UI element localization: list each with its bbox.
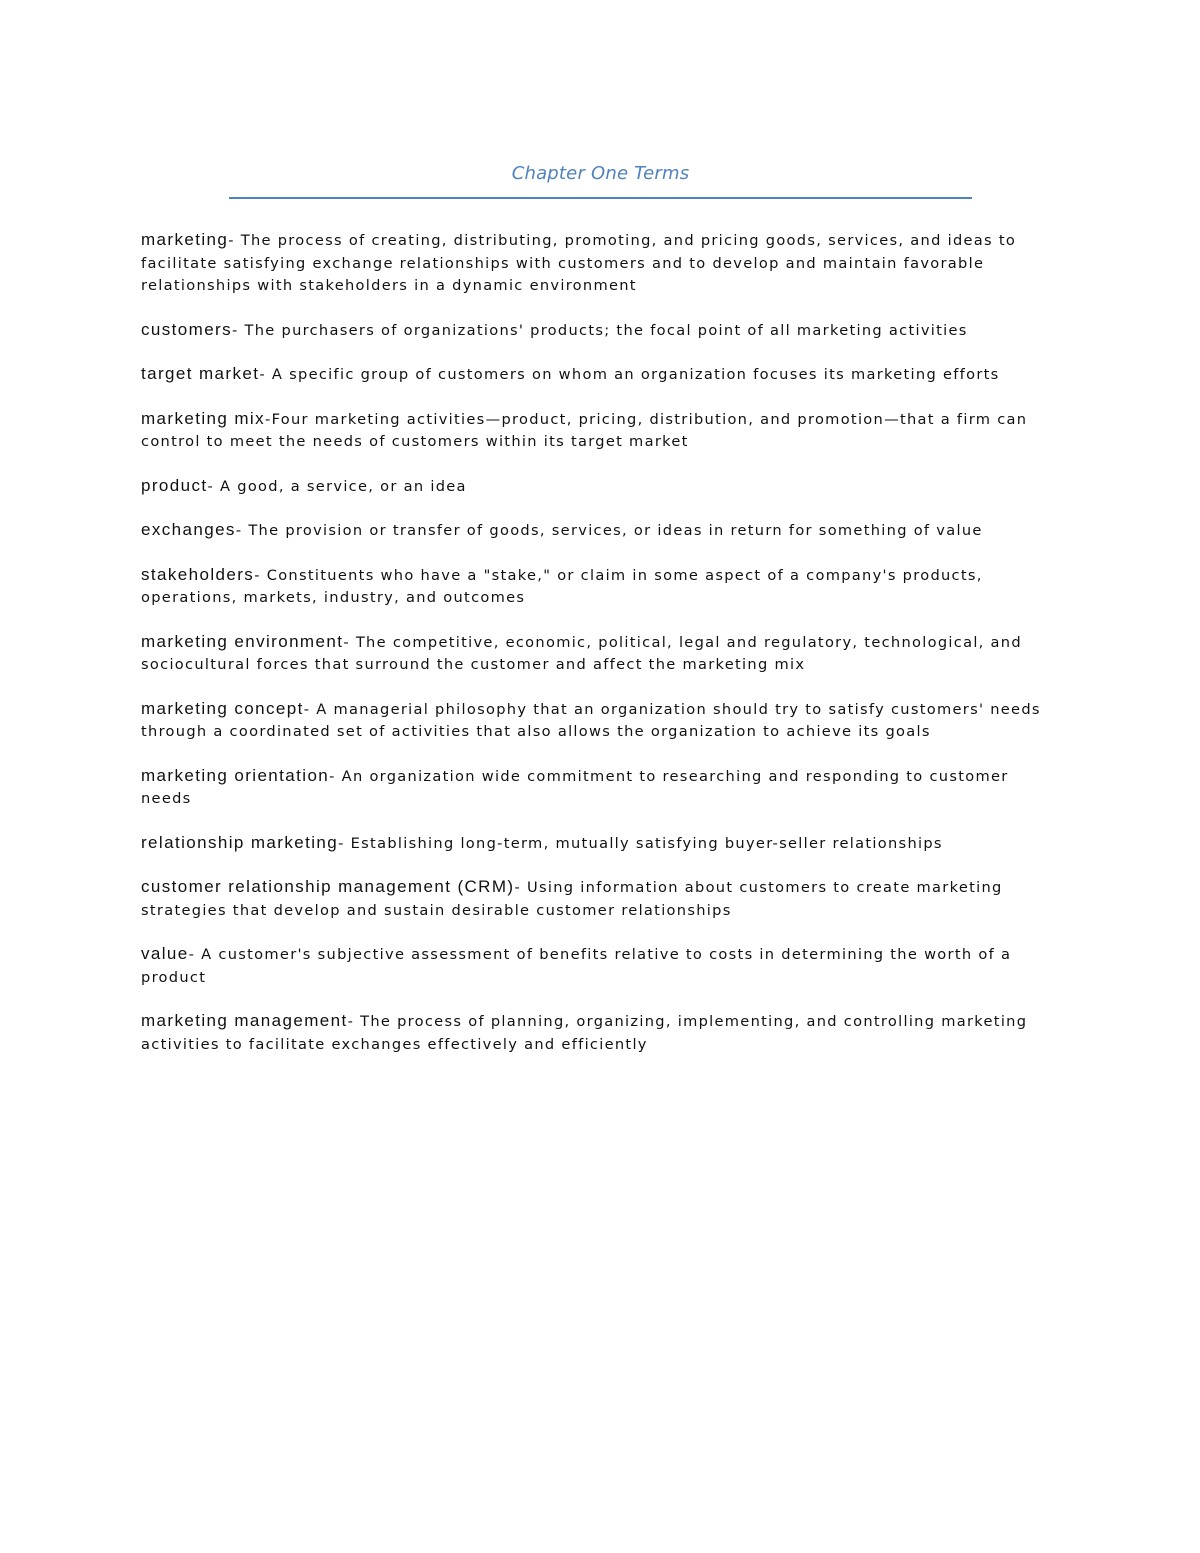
term-entry-marketing <box>141 229 1061 298</box>
term-name: marketing mix <box>141 408 266 428</box>
term-separator: - <box>343 633 356 651</box>
term-name: product <box>141 475 208 495</box>
term-definition: The provision or transfer of goods, services, or ideas in return for something of value <box>248 522 983 539</box>
term-definition: The process of creating, distributing, promoting, and pricing goods, services, and ideas to facilitate satisfying exchange relationships with customers and to develop and maintain favorable relationships with stakeholders in a dynamic environment <box>141 232 1017 294</box>
term-definition: Four marketing activities—product, pricing, distribution, and promotion—that a firm can control to meet the needs of customers within its target market <box>141 410 1028 450</box>
term-entry-marketing-mix <box>141 408 1061 454</box>
term-entry-marketing-environment <box>141 631 1061 677</box>
term-name: exchanges <box>141 520 236 539</box>
document-title: Chapter One Terms <box>511 163 690 184</box>
term-separator: - <box>259 366 272 383</box>
term-entry-exchanges <box>141 519 1061 543</box>
term-name: marketing management <box>141 1011 348 1030</box>
term-entry-marketing-orientation <box>141 765 1061 811</box>
term-name: relationship marketing <box>141 832 339 852</box>
term-name: marketing orientation <box>141 765 330 785</box>
term-definition: The competitive, economic, political, legal and regulatory, technological, and sociocultural forces that surround the customer and affect the marketing mix <box>141 633 1022 673</box>
term-entry-customers <box>141 319 1061 343</box>
term-name: marketing concept <box>141 698 304 718</box>
term-definition: A specific group of customers on whom an organization focuses its marketing efforts <box>271 366 1000 383</box>
term-separator: - <box>235 522 249 539</box>
term-name: value <box>141 944 189 963</box>
term-name: customers <box>141 319 233 339</box>
term-separator: - <box>303 700 317 718</box>
term-definition: A good, a service, or an idea <box>220 477 467 495</box>
term-entry-marketing-concept <box>141 698 1061 744</box>
term-entry-value <box>141 943 1061 989</box>
term-definition: A managerial philosophy that an organization should try to satisfy customers' needs through a coordinated set of activities that also allows the organization to achieve its goals <box>141 700 1041 740</box>
term-definition: Constituents who have a "stake," or claim in some aspect of a company's products, operations, markets, industry, and outcomes <box>141 566 983 606</box>
term-separator: - <box>347 1013 361 1030</box>
term-separator: - <box>514 879 528 896</box>
term-name: marketing <box>141 230 229 249</box>
term-separator: - <box>232 321 245 339</box>
term-separator: - <box>228 232 241 249</box>
term-separator: - <box>254 566 267 584</box>
term-definition: The purchasers of organizations' products; the focal point of all marketing activities <box>244 321 968 339</box>
term-entry-target-market <box>141 363 1061 387</box>
term-separator: - <box>207 477 221 495</box>
term-definition: Using information about customers to create marketing strategies that develop and sustain desirable customer relationships <box>141 879 1003 919</box>
term-entry-marketing-management <box>141 1010 1061 1056</box>
term-definition: A customer's subjective assessment of benefits relative to costs in determining the worth of a product <box>141 946 1012 986</box>
term-entry-product <box>141 475 1061 499</box>
term-entry-relationship-marketing <box>141 832 1061 856</box>
term-entry-crm <box>141 876 1061 922</box>
term-name: target market <box>141 364 260 383</box>
title-underline-rule <box>229 197 972 199</box>
term-name: stakeholders <box>141 564 255 584</box>
term-definition: Establishing long-term, mutually satisfying buyer-seller relationships <box>350 834 943 852</box>
term-separator: - <box>188 946 202 963</box>
term-separator: - <box>338 834 351 852</box>
term-name: customer relationship management (CRM) <box>141 877 515 896</box>
term-name: marketing environment <box>141 631 344 651</box>
term-entry-stakeholders <box>141 564 1061 610</box>
term-definition: An organization wide commitment to researching and responding to customer needs <box>141 767 1009 807</box>
term-definition: The process of planning, organizing, implementing, and controlling marketing activities to facilitate exchanges effectively and efficiently <box>141 1013 1028 1053</box>
terms-list <box>141 229 1061 1077</box>
term-separator: - <box>329 767 342 785</box>
term-separator: - <box>265 410 272 428</box>
